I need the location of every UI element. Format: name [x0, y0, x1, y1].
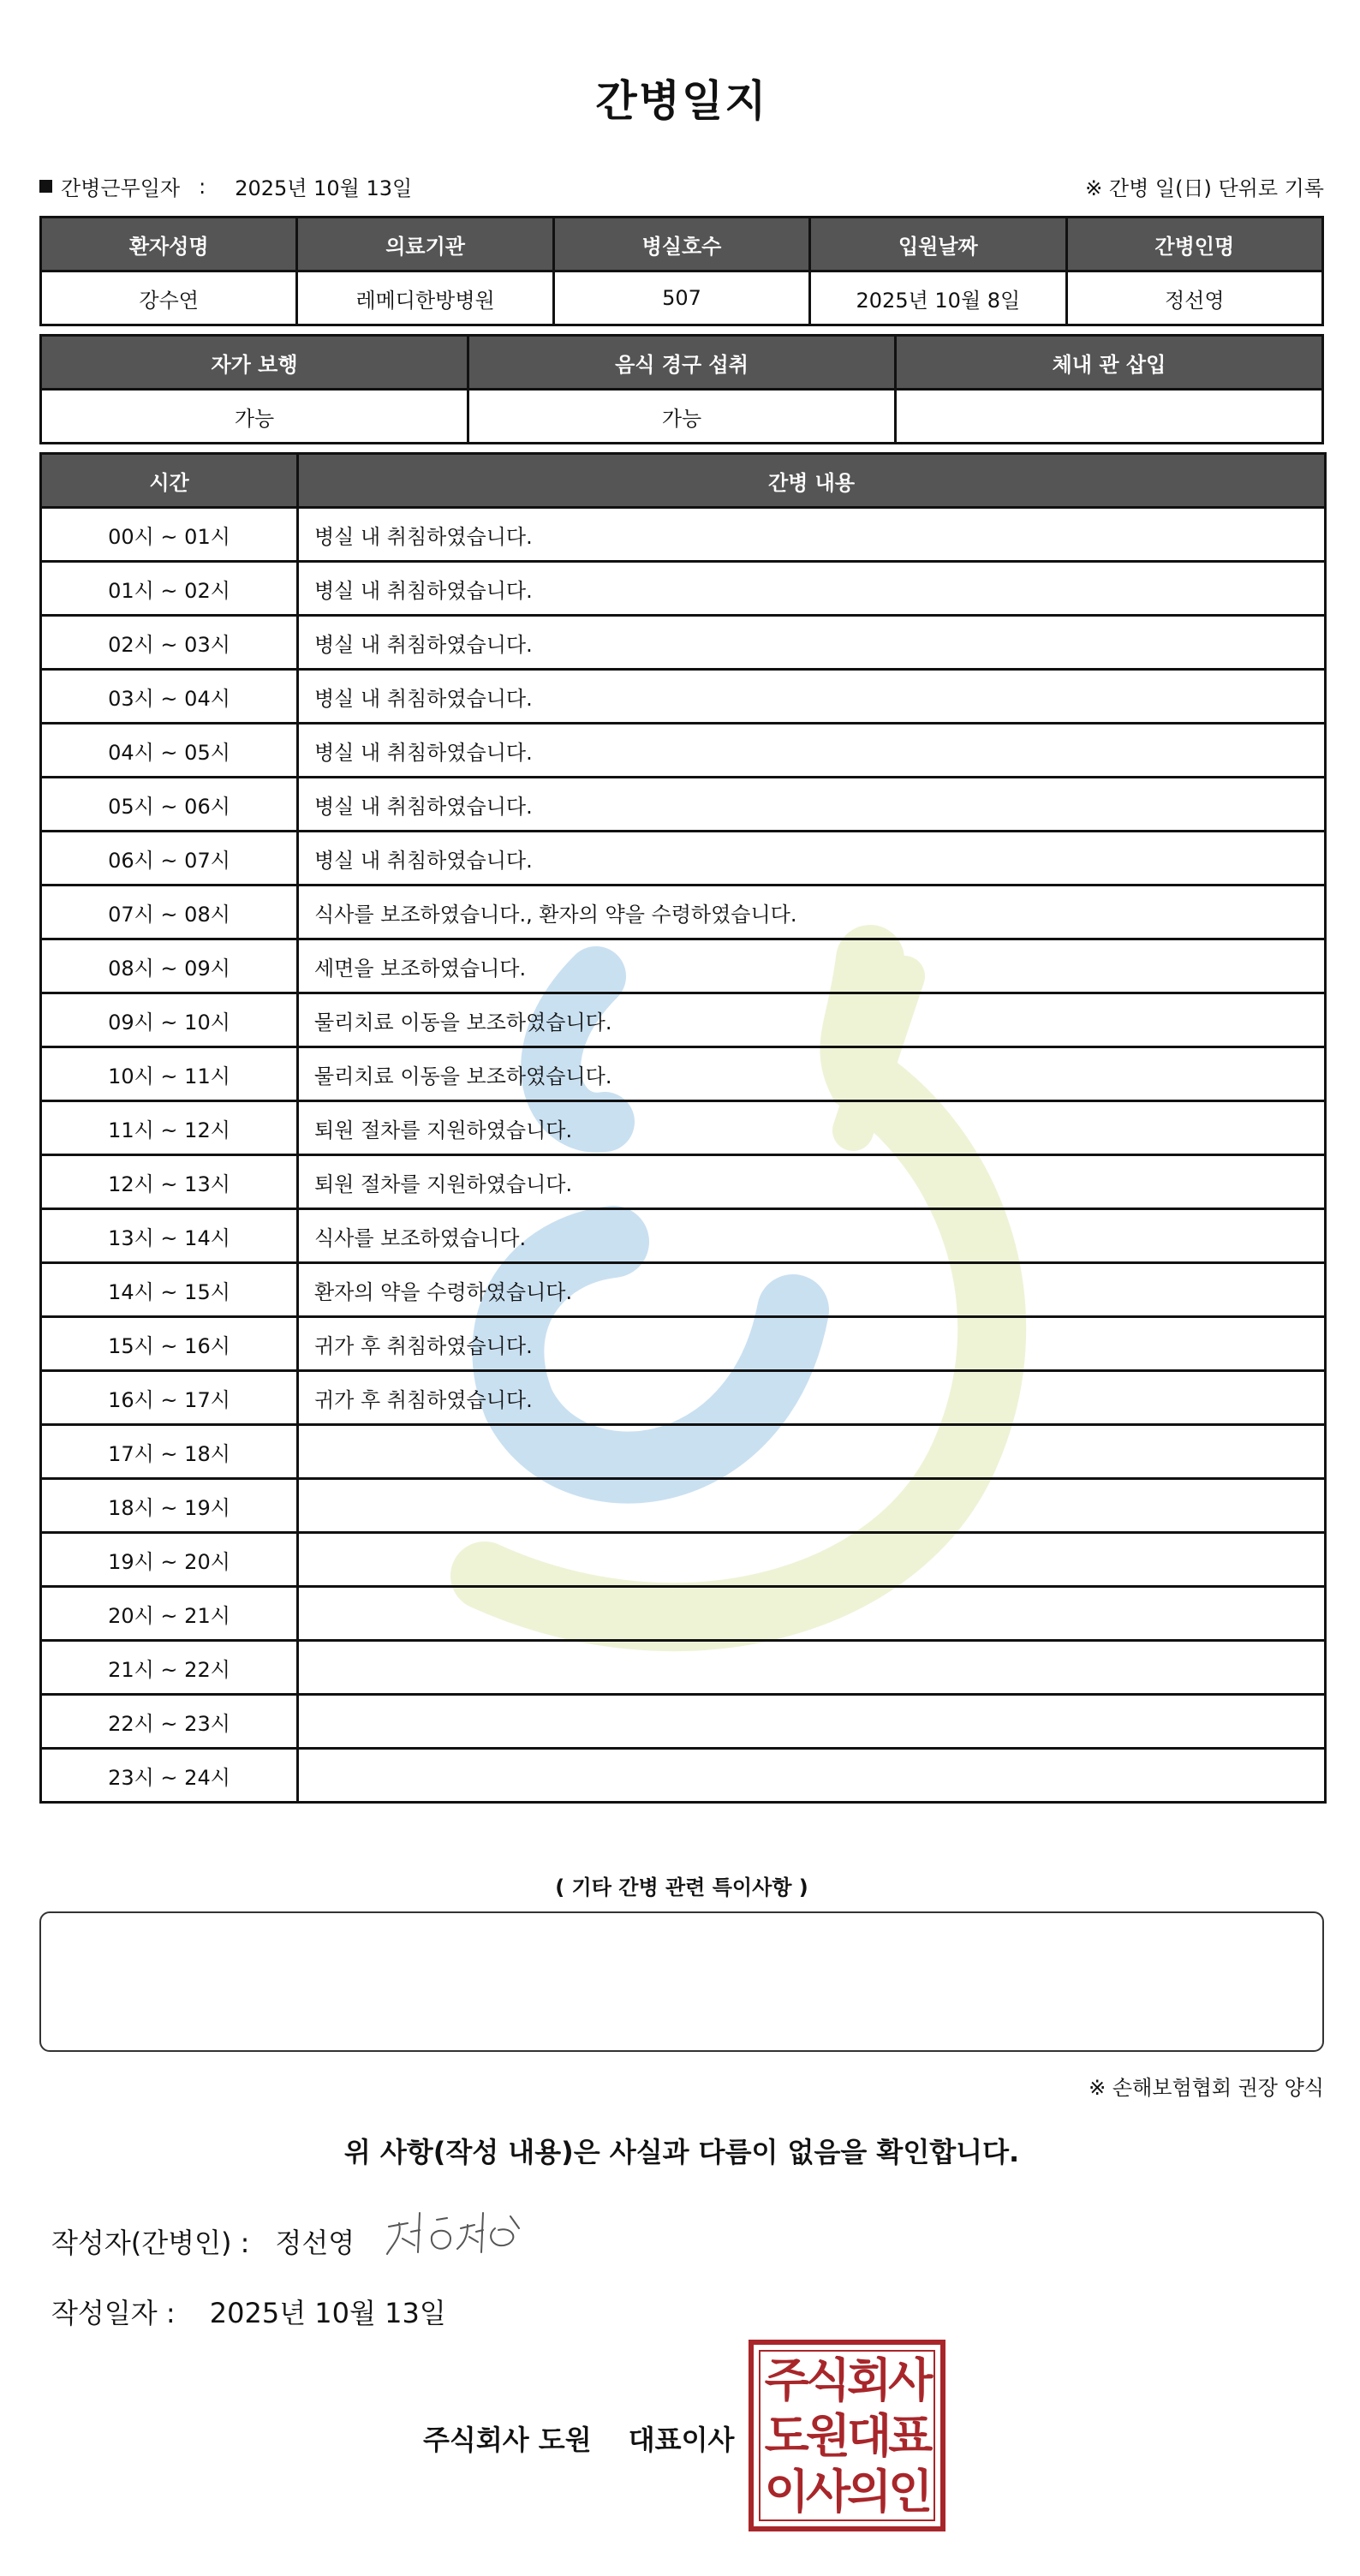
- care-log-row: [41, 1479, 1326, 1533]
- care-log-time-cell: 01시 ~ 02시: [41, 562, 298, 616]
- care-log-header-row: [41, 454, 1326, 508]
- care-log-content-cell: 퇴원 절차를 지원하였습니다.: [298, 1101, 1326, 1155]
- care-log-content-cell: 병실 내 취침하였습니다.: [298, 508, 1326, 562]
- care-log-row: [41, 939, 1326, 993]
- care-log-row: [41, 670, 1326, 724]
- status-value-row: [41, 390, 1323, 444]
- care-log-time-cell: 19시 ~ 20시: [41, 1533, 298, 1587]
- confirmation-statement: 위 사항(작성 내용)은 사실과 다름이 없음을 확인합니다.: [343, 2136, 1020, 2168]
- care-log-time-cell: 04시 ~ 05시: [41, 724, 298, 778]
- care-log-content-cell: 환자의 약을 수령하였습니다.: [298, 1263, 1326, 1317]
- care-log-content-cell: 병실 내 취침하였습니다.: [298, 562, 1326, 616]
- company-signature-line: [423, 2418, 734, 2458]
- care-log-time-cell: 00시 ~ 01시: [41, 508, 298, 562]
- care-log-time-cell: 18시 ~ 19시: [41, 1479, 298, 1533]
- care-log-row: [41, 616, 1326, 670]
- care-log-time-cell: 07시 ~ 08시: [41, 886, 298, 939]
- care-log-row: [41, 508, 1326, 562]
- care-log-time-cell: 12시 ~ 13시: [41, 1155, 298, 1209]
- work-date-row: [39, 171, 1324, 206]
- writer-row: [51, 2221, 355, 2261]
- value-caregiver-name: 정선영: [1066, 271, 1322, 325]
- care-log-content-cell: 귀가 후 취침하였습니다.: [298, 1371, 1326, 1425]
- care-log-row: [41, 1749, 1326, 1803]
- care-log-row: [41, 1371, 1326, 1425]
- ceo-label: 대표이사: [628, 2424, 735, 2456]
- care-log-row: [41, 1047, 1326, 1101]
- care-log-row: [41, 562, 1326, 616]
- care-log-content-cell: 병실 내 취침하였습니다.: [298, 670, 1326, 724]
- value-hospital: 레메디한방병원: [297, 271, 553, 325]
- special-notes-heading: ( 기타 간병 관련 특이사항 ): [555, 1875, 808, 1899]
- care-log-time-cell: 22시 ~ 23시: [41, 1695, 298, 1749]
- care-log-row: [41, 1533, 1326, 1587]
- care-log-time-cell: 20시 ~ 21시: [41, 1587, 298, 1641]
- work-date-info: [39, 171, 412, 201]
- care-log-time-cell: 17시 ~ 18시: [41, 1425, 298, 1479]
- care-log-content-cell: [298, 1425, 1326, 1479]
- header-admission-date: 입원날짜: [810, 218, 1066, 271]
- patient-info-header-row: [41, 218, 1323, 271]
- care-log-row: [41, 1695, 1326, 1749]
- care-log-time-cell: 14시 ~ 15시: [41, 1263, 298, 1317]
- care-log-time-cell: 03시 ~ 04시: [41, 670, 298, 724]
- care-log-row: [41, 1155, 1326, 1209]
- work-date-value: 2025년 10월 13일: [235, 176, 413, 200]
- writer-label: 작성자(간병인) :: [51, 2227, 250, 2259]
- care-log-row: [41, 724, 1326, 778]
- care-log-content-cell: 병실 내 취침하였습니다.: [298, 724, 1326, 778]
- care-log-content-cell: 병실 내 취침하였습니다.: [298, 616, 1326, 670]
- header-time: 시간: [41, 454, 298, 508]
- value-tube-insertion: [896, 390, 1323, 444]
- value-oral-intake: 가능: [468, 390, 896, 444]
- care-log-time-cell: 06시 ~ 07시: [41, 832, 298, 886]
- care-log-content-cell: 식사를 보조하였습니다., 환자의 약을 수령하였습니다.: [298, 886, 1326, 939]
- status-header-row: [41, 336, 1323, 390]
- care-log-content-cell: [298, 1695, 1326, 1749]
- company-name: 주식회사 도원: [423, 2424, 592, 2456]
- care-log-time-cell: 21시 ~ 22시: [41, 1641, 298, 1695]
- value-room-number: 507: [553, 271, 809, 325]
- handwritten-signature: [382, 2203, 528, 2271]
- work-date-colon: :: [199, 174, 206, 199]
- care-log-time-cell: 13시 ~ 14시: [41, 1209, 298, 1263]
- value-self-walking: 가능: [41, 390, 468, 444]
- header-hospital: 의료기관: [297, 218, 553, 271]
- care-log-content-cell: 귀가 후 취침하였습니다.: [298, 1317, 1326, 1371]
- care-log-row: [41, 1425, 1326, 1479]
- care-log-time-cell: 15시 ~ 16시: [41, 1317, 298, 1371]
- care-log-content-cell: [298, 1479, 1326, 1533]
- care-log-time-cell: 10시 ~ 11시: [41, 1047, 298, 1101]
- written-date-value: 2025년 10월 13일: [209, 2297, 446, 2329]
- care-log-row: [41, 1641, 1326, 1695]
- care-log-time-cell: 02시 ~ 03시: [41, 616, 298, 670]
- care-log-row: [41, 886, 1326, 939]
- care-log-content-cell: 퇴원 절차를 지원하였습니다.: [298, 1155, 1326, 1209]
- written-date-label: 작성일자 :: [51, 2297, 176, 2329]
- care-log-row: [41, 1101, 1326, 1155]
- written-date-row: [51, 2292, 446, 2331]
- seal-line-1: 주식회사: [764, 2352, 930, 2407]
- patient-info-table: [39, 216, 1324, 326]
- care-log-time-cell: 11시 ~ 12시: [41, 1101, 298, 1155]
- care-log-time-cell: 23시 ~ 24시: [41, 1749, 298, 1803]
- patient-status-table: [39, 334, 1324, 444]
- care-log-content-cell: [298, 1749, 1326, 1803]
- care-log-time-cell: 08시 ~ 09시: [41, 939, 298, 993]
- seal-line-3: 이사의인: [764, 2464, 930, 2519]
- header-patient-name: 환자성명: [41, 218, 297, 271]
- page-title: 간병일지: [595, 76, 768, 126]
- care-log-row: [41, 993, 1326, 1047]
- care-log-time-cell: 16시 ~ 17시: [41, 1371, 298, 1425]
- value-patient-name: 강수연: [41, 271, 297, 325]
- care-log-content-cell: 병실 내 취침하였습니다.: [298, 832, 1326, 886]
- care-log-row: [41, 1317, 1326, 1371]
- header-caregiver-name: 간병인명: [1066, 218, 1322, 271]
- care-log-content-cell: 세면을 보조하였습니다.: [298, 939, 1326, 993]
- care-log-row: [41, 1263, 1326, 1317]
- care-log-content-cell: 물리치료 이동을 보조하였습니다.: [298, 1047, 1326, 1101]
- recommended-form-note: ※ 손해보험협회 권장 양식: [1089, 2076, 1324, 2100]
- care-log-content-cell: 식사를 보조하였습니다.: [298, 1209, 1326, 1263]
- writer-name: 정선영: [275, 2227, 355, 2259]
- care-log-row: [41, 1209, 1326, 1263]
- care-log-content-cell: [298, 1641, 1326, 1695]
- care-log-content-cell: 물리치료 이동을 보조하였습니다.: [298, 993, 1326, 1047]
- care-log-content-cell: [298, 1587, 1326, 1641]
- care-log-row: [41, 1587, 1326, 1641]
- care-log-content-cell: [298, 1533, 1326, 1587]
- square-bullet-icon: [39, 180, 52, 193]
- work-date-label: 간병근무일자: [61, 176, 181, 200]
- care-log-content-cell: 병실 내 취침하였습니다.: [298, 778, 1326, 832]
- header-self-walking: 자가 보행: [41, 336, 468, 390]
- header-tube-insertion: 체내 관 삽입: [896, 336, 1323, 390]
- care-log-time-cell: 05시 ~ 06시: [41, 778, 298, 832]
- value-admission-date: 2025년 10월 8일: [810, 271, 1066, 325]
- care-log-time-cell: 09시 ~ 10시: [41, 993, 298, 1047]
- care-log-table: [39, 452, 1327, 1804]
- header-room-number: 병실호수: [553, 218, 809, 271]
- company-seal-stamp: [749, 2340, 945, 2531]
- special-notes-box: [39, 1911, 1324, 2052]
- care-log-body: [41, 508, 1326, 1803]
- care-journal-page: [39, 0, 1324, 2576]
- header-care-content: 간병 내용: [298, 454, 1326, 508]
- care-log-row: [41, 832, 1326, 886]
- patient-info-value-row: [41, 271, 1323, 325]
- seal-line-2: 도원대표: [764, 2407, 930, 2463]
- header-oral-intake: 음식 경구 섭취: [468, 336, 896, 390]
- record-unit-note: ※ 간병 일(日) 단위로 기록: [1085, 176, 1324, 200]
- care-log-row: [41, 778, 1326, 832]
- seal-inner-border: [759, 2350, 935, 2521]
